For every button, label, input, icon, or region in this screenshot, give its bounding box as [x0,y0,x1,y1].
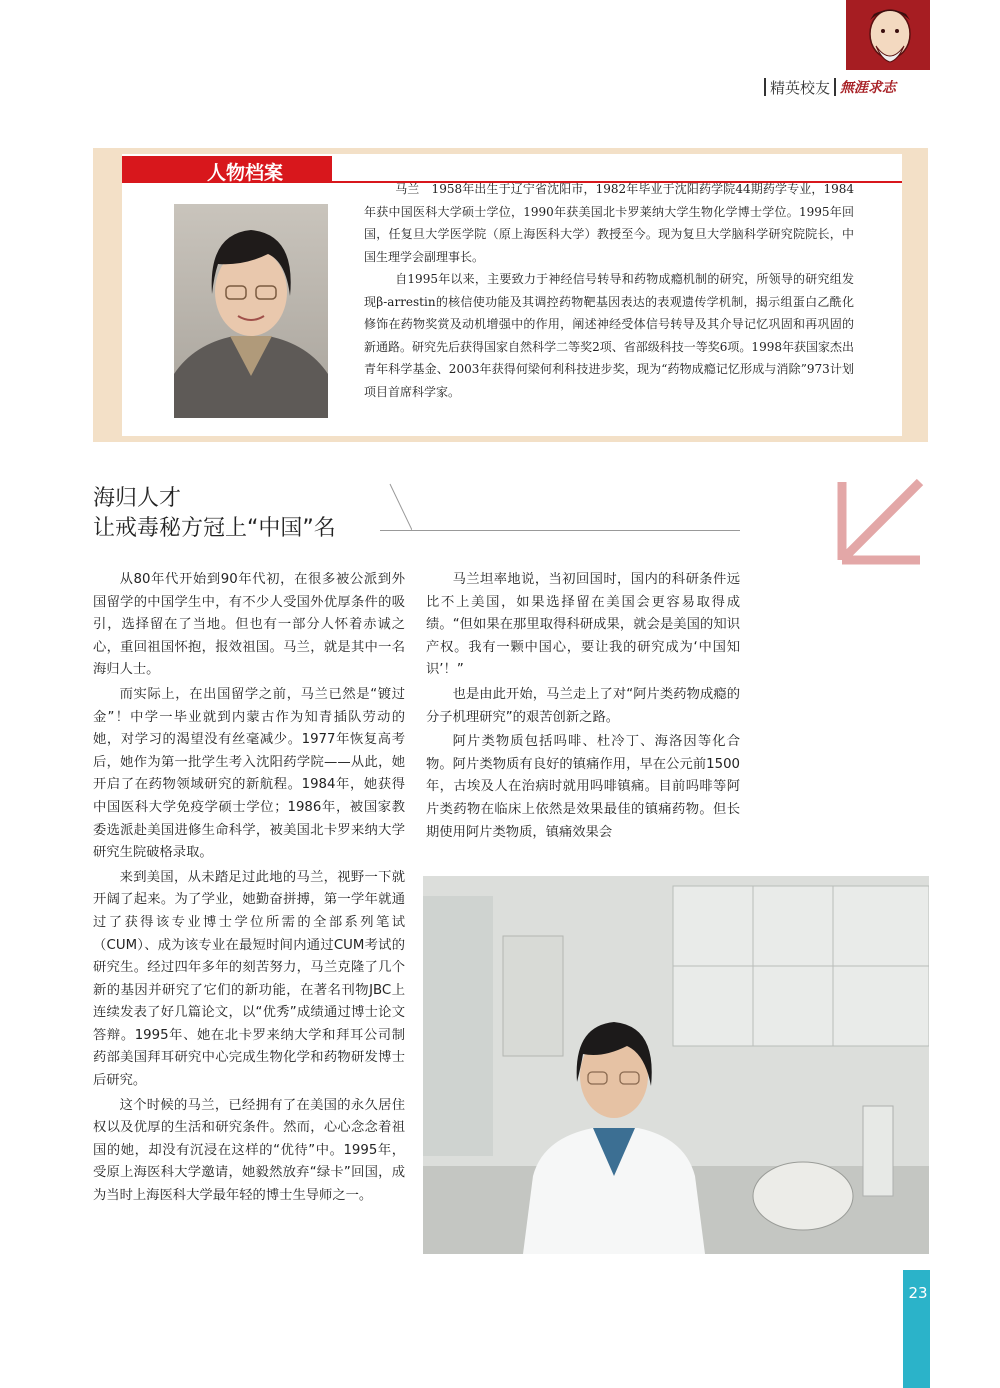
brand-logo [846,0,930,70]
lab-photo [423,876,929,1254]
arrow-decoration-icon [828,474,928,574]
section-title: 精英校友 [770,78,831,97]
profile-bio [364,178,854,403]
article-column-left [93,569,405,1210]
profile-paragraph: 马兰 1958年出生于辽宁省沈阳市，1982年毕业于沈阳药学院44期药学专业，1984年获中国医科大学硕士学位，1990年获美国北卡罗莱纳大学生物化学博士学位。1995年回国，任复旦大学医学院（原上海医科大学）教授至今。现为复旦大学脑科学研究院院长，中国生理学会副理事长。 [364,182,854,264]
headline-rule [380,530,740,531]
article-paragraph: 这个时候的马兰，已经拥有了在美国的永久居住权以及优厚的生活和研究条件。然而，心心念念着祖国的她，却没有沉浸在这样的“优待”中。1995年，受原上海医科大学邀请，她毅然放弃“绿卡”回国，成为当时上海医科大学最年轻的博士生导师之一。 [93,1097,405,1204]
portrait-photo [174,204,328,418]
article-kicker: 海归人才 [93,486,182,511]
article-paragraph: 也是由此开始，马兰走上了对“阿片类药物成瘾的分子机理研究”的艰苦创新之路。 [426,686,740,725]
page-number: 23 [908,1284,928,1302]
article-column-right [426,569,740,846]
brand-mark: 無涯求志 [840,80,897,96]
header-divider [764,78,766,96]
article-paragraph: 从80年代开始到90年代初，在很多被公派到外国留学的中国学生中，有不少人受国外优厚条件的吸引，选择留在了当地。但也有一部分人怀着赤诚之心，重回祖国怀抱，报效祖国。马兰，就是其中一名海归人士。 [93,572,405,678]
article-paragraph: 阿片类物质包括吗啡、杜冷丁、海洛因等化合物。阿片类物质有良好的镇痛作用，早在公元前1500年，古埃及人在治病时就用吗啡镇痛。目前吗啡等阿片类药物在临床上依然是效果最佳的镇痛药物。但长期使用阿片类物质，镇痛效果会 [426,734,740,840]
article-title: 让戒毒秘方冠上“中国”名 [93,516,336,541]
article-paragraph: 马兰坦率地说，当初回国时，国内的科研条件远比不上美国，如果选择留在美国会更容易取得成绩。“但如果在那里取得科研成果，就会是美国的知识产权。我有一颗中国心，要让我的研究成为‘中国知识’！” [426,572,740,678]
scholar-portrait-icon [846,0,930,70]
article-headline [93,484,336,544]
header-divider [834,78,836,96]
profile-tag: 人物档案 [207,162,284,184]
article-paragraph: 来到美国，从未踏足过此地的马兰，视野一下就开阔了起来。为了学业，她勤奋拼搏，第一学年就通过了获得该专业博士学位所需的全部系列笔试（CUM）、成为该专业在最短时间内通过CUM考试的研究生。经过四年多年的刻苦努力，马兰克隆了几个新的基因并研究了它们的新功能，在著名刊物JBC上连续发表了好几篇论文，以“优秀”成绩通过博士论文答辩。1995年、她在北卡罗来纳大学和拜耳公司制药部美国拜耳研究中心完成生物化学和药物研发博士后研究。 [93,869,405,1089]
headline-divider [372,480,412,534]
article-paragraph: 而实际上，在出国留学之前，马兰已然是“镀过金”！中学一毕业就到内蒙古作为知青插队劳动的她，对学习的渴望没有丝毫减少。1977年恢复高考后，她作为第一批学生考入沈阳药学院——从此，她开启了在药物领域研究的新航程。1984年，她获得中国医科大学免疫学硕士学位；1986年，被国家教委选派赴美国进修生命科学，被美国北卡罗来纳大学研究生院破格录取。 [93,686,405,861]
section-header [760,76,930,98]
profile-paragraph: 自1995年以来，主要致力于神经信号转导和药物成瘾机制的研究，所领导的研究组发现β-arrestin的核信使功能及其调控药物靶基因表达的表观遗传学机制，揭示组蛋白乙酰化修饰在药物奖赏及动机增强中的作用，阐述神经受体信号转导及其介导记忆巩固和再巩固的新通路。研究先后获得国家自然科学二等奖2项、省部级科技一等奖6项。1998年获国家杰出青年科学基金、2003年获得何梁何利科技进步奖，现为“药物成瘾记忆形成与消除”973计划项目首席科学家。 [364,272,854,399]
